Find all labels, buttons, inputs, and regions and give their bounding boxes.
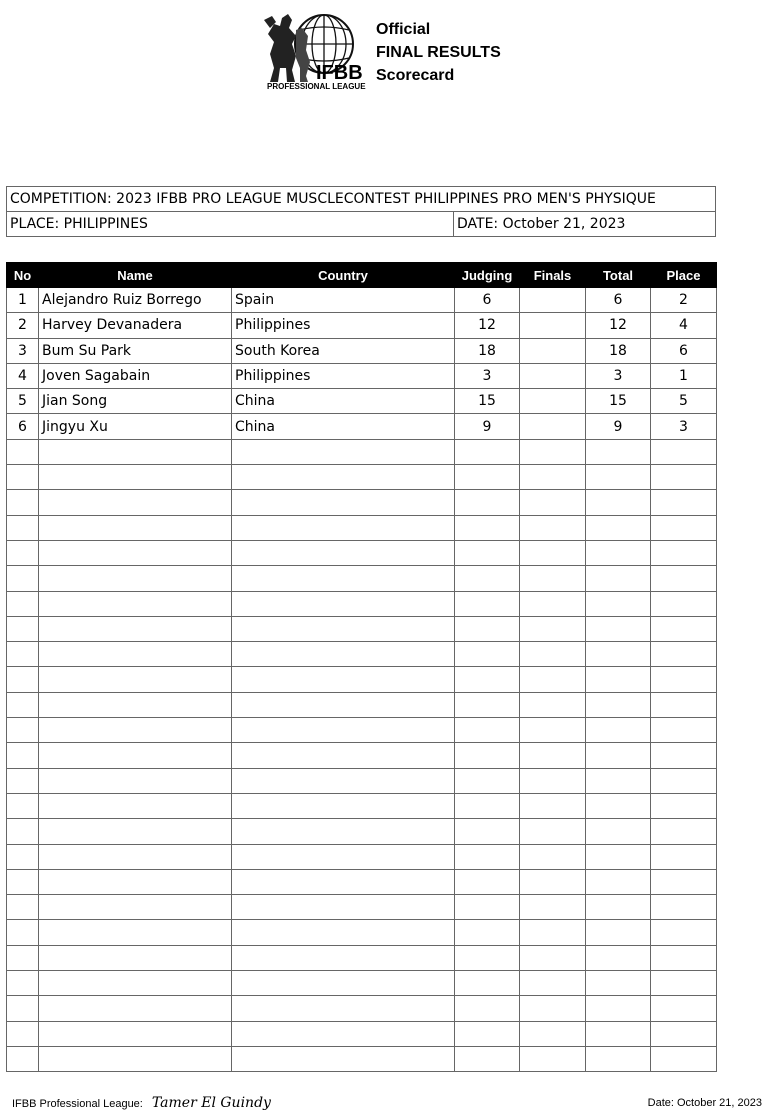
- cell-place: 2: [651, 288, 717, 313]
- empty-cell: [7, 920, 39, 945]
- empty-table-row: [7, 642, 717, 667]
- empty-cell: [586, 743, 651, 768]
- empty-cell: [651, 616, 717, 641]
- empty-cell: [39, 692, 232, 717]
- empty-cell: [7, 1021, 39, 1046]
- empty-cell: [520, 566, 586, 591]
- cell-country: China: [232, 389, 455, 414]
- cell-no: 3: [7, 338, 39, 363]
- empty-cell: [232, 566, 455, 591]
- empty-cell: [455, 465, 520, 490]
- empty-cell: [232, 465, 455, 490]
- cell-finals: [520, 363, 586, 388]
- empty-cell: [39, 616, 232, 641]
- empty-cell: [586, 591, 651, 616]
- empty-cell: [7, 819, 39, 844]
- column-header-judging: Judging: [455, 263, 520, 288]
- empty-cell: [39, 566, 232, 591]
- empty-cell: [651, 793, 717, 818]
- empty-cell: [520, 515, 586, 540]
- empty-cell: [520, 667, 586, 692]
- empty-cell: [455, 667, 520, 692]
- empty-cell: [7, 996, 39, 1021]
- column-header-no: No: [7, 263, 39, 288]
- empty-cell: [586, 945, 651, 970]
- empty-cell: [232, 439, 455, 464]
- empty-cell: [232, 591, 455, 616]
- cell-name: Joven Sagabain: [39, 363, 232, 388]
- org-name: IFBB: [316, 62, 363, 84]
- cell-no: 4: [7, 363, 39, 388]
- empty-cell: [39, 945, 232, 970]
- empty-cell: [39, 490, 232, 515]
- empty-cell: [455, 692, 520, 717]
- cell-country: Philippines: [232, 363, 455, 388]
- empty-cell: [586, 490, 651, 515]
- empty-cell: [455, 996, 520, 1021]
- empty-cell: [232, 920, 455, 945]
- table-row: [7, 313, 717, 338]
- empty-cell: [651, 869, 717, 894]
- empty-cell: [39, 869, 232, 894]
- cell-total: 6: [586, 288, 651, 313]
- empty-cell: [651, 768, 717, 793]
- empty-cell: [586, 439, 651, 464]
- empty-cell: [232, 793, 455, 818]
- empty-table-row: [7, 996, 717, 1021]
- empty-cell: [586, 718, 651, 743]
- cell-total: 9: [586, 414, 651, 439]
- empty-cell: [7, 971, 39, 996]
- cell-finals: [520, 414, 586, 439]
- cell-judging: 18: [455, 338, 520, 363]
- empty-cell: [586, 616, 651, 641]
- empty-cell: [586, 768, 651, 793]
- place-cell: PLACE: PHILIPPINES: [7, 212, 454, 237]
- empty-cell: [7, 439, 39, 464]
- empty-cell: [232, 996, 455, 1021]
- table-row: [7, 414, 717, 439]
- empty-table-row: [7, 945, 717, 970]
- cell-finals: [520, 288, 586, 313]
- empty-cell: [520, 439, 586, 464]
- empty-cell: [520, 465, 586, 490]
- empty-table-row: [7, 439, 717, 464]
- empty-cell: [651, 718, 717, 743]
- empty-cell: [455, 616, 520, 641]
- empty-cell: [651, 844, 717, 869]
- cell-judging: 6: [455, 288, 520, 313]
- empty-cell: [7, 692, 39, 717]
- empty-cell: [232, 515, 455, 540]
- empty-cell: [455, 515, 520, 540]
- empty-cell: [232, 1021, 455, 1046]
- cell-place: 5: [651, 389, 717, 414]
- empty-cell: [232, 971, 455, 996]
- cell-name: Jian Song: [39, 389, 232, 414]
- empty-cell: [651, 996, 717, 1021]
- empty-cell: [520, 1046, 586, 1071]
- empty-cell: [651, 920, 717, 945]
- cell-no: 5: [7, 389, 39, 414]
- empty-cell: [586, 667, 651, 692]
- empty-cell: [7, 490, 39, 515]
- empty-cell: [520, 490, 586, 515]
- empty-cell: [455, 490, 520, 515]
- table-row: [7, 363, 717, 388]
- empty-table-row: [7, 768, 717, 793]
- table-row: [7, 389, 717, 414]
- empty-cell: [39, 515, 232, 540]
- empty-table-row: [7, 895, 717, 920]
- cell-name: Harvey Devanadera: [39, 313, 232, 338]
- empty-cell: [39, 996, 232, 1021]
- empty-cell: [39, 1046, 232, 1071]
- cell-country: Spain: [232, 288, 455, 313]
- document-title: [376, 18, 501, 87]
- cell-judging: 9: [455, 414, 520, 439]
- empty-cell: [586, 844, 651, 869]
- empty-table-row: [7, 1046, 717, 1071]
- empty-cell: [7, 793, 39, 818]
- empty-cell: [39, 920, 232, 945]
- empty-cell: [7, 540, 39, 565]
- empty-cell: [232, 540, 455, 565]
- empty-cell: [651, 490, 717, 515]
- empty-cell: [455, 971, 520, 996]
- empty-table-row: [7, 869, 717, 894]
- empty-cell: [39, 540, 232, 565]
- cell-finals: [520, 389, 586, 414]
- competition-info-table: [6, 186, 716, 237]
- empty-cell: [7, 743, 39, 768]
- empty-cell: [455, 743, 520, 768]
- column-header-place: Place: [651, 263, 717, 288]
- empty-cell: [651, 692, 717, 717]
- empty-cell: [586, 1021, 651, 1046]
- empty-cell: [520, 996, 586, 1021]
- empty-cell: [651, 566, 717, 591]
- empty-cell: [520, 869, 586, 894]
- empty-cell: [520, 540, 586, 565]
- empty-cell: [455, 895, 520, 920]
- empty-cell: [7, 591, 39, 616]
- empty-cell: [455, 1046, 520, 1071]
- cell-country: China: [232, 414, 455, 439]
- cell-finals: [520, 338, 586, 363]
- empty-cell: [586, 996, 651, 1021]
- empty-cell: [651, 439, 717, 464]
- empty-cell: [39, 591, 232, 616]
- cell-place: 6: [651, 338, 717, 363]
- cell-finals: [520, 313, 586, 338]
- empty-cell: [39, 895, 232, 920]
- empty-cell: [586, 566, 651, 591]
- title-line-1: Official: [376, 21, 431, 38]
- empty-table-row: [7, 490, 717, 515]
- empty-cell: [39, 667, 232, 692]
- cell-country: Philippines: [232, 313, 455, 338]
- empty-cell: [651, 540, 717, 565]
- empty-cell: [651, 743, 717, 768]
- empty-cell: [232, 490, 455, 515]
- empty-cell: [520, 819, 586, 844]
- empty-cell: [39, 718, 232, 743]
- empty-cell: [232, 692, 455, 717]
- table-row: [7, 338, 717, 363]
- empty-table-row: [7, 566, 717, 591]
- empty-cell: [586, 642, 651, 667]
- empty-cell: [520, 945, 586, 970]
- date-cell: DATE: October 21, 2023: [454, 212, 716, 237]
- empty-cell: [455, 1021, 520, 1046]
- empty-cell: [232, 869, 455, 894]
- empty-cell: [651, 819, 717, 844]
- league-label: IFBB Professional League:: [12, 1098, 143, 1110]
- empty-cell: [651, 465, 717, 490]
- empty-cell: [455, 945, 520, 970]
- empty-table-row: [7, 844, 717, 869]
- cell-place: 4: [651, 313, 717, 338]
- empty-cell: [520, 793, 586, 818]
- empty-cell: [520, 743, 586, 768]
- empty-cell: [586, 920, 651, 945]
- empty-cell: [651, 895, 717, 920]
- empty-table-row: [7, 692, 717, 717]
- empty-cell: [455, 869, 520, 894]
- empty-cell: [651, 945, 717, 970]
- empty-cell: [39, 819, 232, 844]
- cell-place: 3: [651, 414, 717, 439]
- empty-cell: [455, 844, 520, 869]
- empty-cell: [586, 465, 651, 490]
- empty-cell: [586, 793, 651, 818]
- empty-table-row: [7, 718, 717, 743]
- empty-cell: [455, 540, 520, 565]
- empty-cell: [232, 667, 455, 692]
- empty-table-row: [7, 971, 717, 996]
- empty-cell: [7, 895, 39, 920]
- empty-cell: [586, 540, 651, 565]
- empty-cell: [455, 718, 520, 743]
- table-row: [7, 288, 717, 313]
- empty-table-row: [7, 743, 717, 768]
- empty-cell: [7, 616, 39, 641]
- empty-cell: [520, 718, 586, 743]
- empty-table-row: [7, 515, 717, 540]
- title-line-3: Scorecard: [376, 67, 455, 84]
- empty-cell: [455, 819, 520, 844]
- empty-cell: [651, 1021, 717, 1046]
- empty-cell: [520, 591, 586, 616]
- cell-country: South Korea: [232, 338, 455, 363]
- cell-judging: 15: [455, 389, 520, 414]
- empty-cell: [39, 971, 232, 996]
- empty-table-row: [7, 616, 717, 641]
- empty-cell: [586, 515, 651, 540]
- column-header-finals: Finals: [520, 263, 586, 288]
- column-header-name: Name: [39, 263, 232, 288]
- empty-cell: [39, 439, 232, 464]
- empty-cell: [520, 616, 586, 641]
- empty-cell: [232, 616, 455, 641]
- empty-table-row: [7, 793, 717, 818]
- cell-name: Bum Su Park: [39, 338, 232, 363]
- empty-cell: [520, 895, 586, 920]
- results-table: [6, 262, 717, 1072]
- empty-cell: [7, 566, 39, 591]
- column-header-country: Country: [232, 263, 455, 288]
- empty-cell: [586, 895, 651, 920]
- empty-cell: [455, 566, 520, 591]
- empty-cell: [39, 465, 232, 490]
- cell-judging: 12: [455, 313, 520, 338]
- footer-signature-block: [12, 1095, 271, 1111]
- column-header-total: Total: [586, 263, 651, 288]
- empty-cell: [7, 667, 39, 692]
- results-body: [7, 288, 717, 1072]
- empty-cell: [651, 1046, 717, 1071]
- header: [262, 10, 532, 92]
- empty-cell: [455, 920, 520, 945]
- cell-judging: 3: [455, 363, 520, 388]
- empty-cell: [520, 692, 586, 717]
- empty-cell: [651, 515, 717, 540]
- empty-cell: [232, 1046, 455, 1071]
- empty-cell: [455, 439, 520, 464]
- cell-no: 1: [7, 288, 39, 313]
- empty-cell: [39, 743, 232, 768]
- empty-cell: [232, 768, 455, 793]
- empty-cell: [520, 768, 586, 793]
- empty-cell: [520, 642, 586, 667]
- empty-cell: [455, 768, 520, 793]
- empty-cell: [520, 844, 586, 869]
- empty-cell: [232, 743, 455, 768]
- empty-table-row: [7, 465, 717, 490]
- empty-cell: [7, 642, 39, 667]
- empty-cell: [7, 465, 39, 490]
- cell-name: Alejandro Ruiz Borrego: [39, 288, 232, 313]
- empty-table-row: [7, 667, 717, 692]
- empty-cell: [232, 844, 455, 869]
- empty-cell: [651, 971, 717, 996]
- empty-cell: [586, 692, 651, 717]
- cell-total: 3: [586, 363, 651, 388]
- empty-cell: [455, 591, 520, 616]
- empty-cell: [7, 515, 39, 540]
- empty-cell: [39, 793, 232, 818]
- empty-cell: [7, 844, 39, 869]
- empty-cell: [39, 768, 232, 793]
- empty-cell: [520, 920, 586, 945]
- competition-cell: COMPETITION: 2023 IFBB PRO LEAGUE MUSCLECONTEST PHILIPPINES PRO MEN'S PHYSIQUE: [7, 187, 716, 212]
- empty-table-row: [7, 591, 717, 616]
- empty-cell: [455, 642, 520, 667]
- cell-total: 15: [586, 389, 651, 414]
- empty-cell: [232, 819, 455, 844]
- cell-place: 1: [651, 363, 717, 388]
- cell-no: 2: [7, 313, 39, 338]
- cell-no: 6: [7, 414, 39, 439]
- cell-total: 18: [586, 338, 651, 363]
- empty-cell: [586, 1046, 651, 1071]
- empty-table-row: [7, 540, 717, 565]
- empty-cell: [232, 945, 455, 970]
- empty-cell: [520, 1021, 586, 1046]
- cell-total: 12: [586, 313, 651, 338]
- empty-cell: [232, 642, 455, 667]
- empty-cell: [39, 642, 232, 667]
- empty-cell: [586, 971, 651, 996]
- empty-cell: [7, 1046, 39, 1071]
- empty-cell: [586, 869, 651, 894]
- empty-cell: [39, 1021, 232, 1046]
- title-line-2: FINAL RESULTS: [376, 44, 501, 61]
- empty-table-row: [7, 920, 717, 945]
- empty-cell: [39, 844, 232, 869]
- empty-cell: [651, 591, 717, 616]
- empty-cell: [586, 819, 651, 844]
- empty-cell: [7, 869, 39, 894]
- footer-date: Date: October 21, 2023: [647, 1097, 762, 1109]
- empty-cell: [651, 667, 717, 692]
- org-subtitle: PROFESSIONAL LEAGUE: [267, 82, 366, 91]
- empty-cell: [651, 642, 717, 667]
- empty-cell: [232, 718, 455, 743]
- results-header-row: [7, 263, 717, 288]
- empty-table-row: [7, 819, 717, 844]
- empty-cell: [520, 971, 586, 996]
- empty-cell: [7, 768, 39, 793]
- empty-cell: [7, 945, 39, 970]
- signature: Tamer El Guindy: [151, 1095, 271, 1111]
- empty-cell: [232, 895, 455, 920]
- empty-cell: [455, 793, 520, 818]
- empty-cell: [7, 718, 39, 743]
- cell-name: Jingyu Xu: [39, 414, 232, 439]
- empty-table-row: [7, 1021, 717, 1046]
